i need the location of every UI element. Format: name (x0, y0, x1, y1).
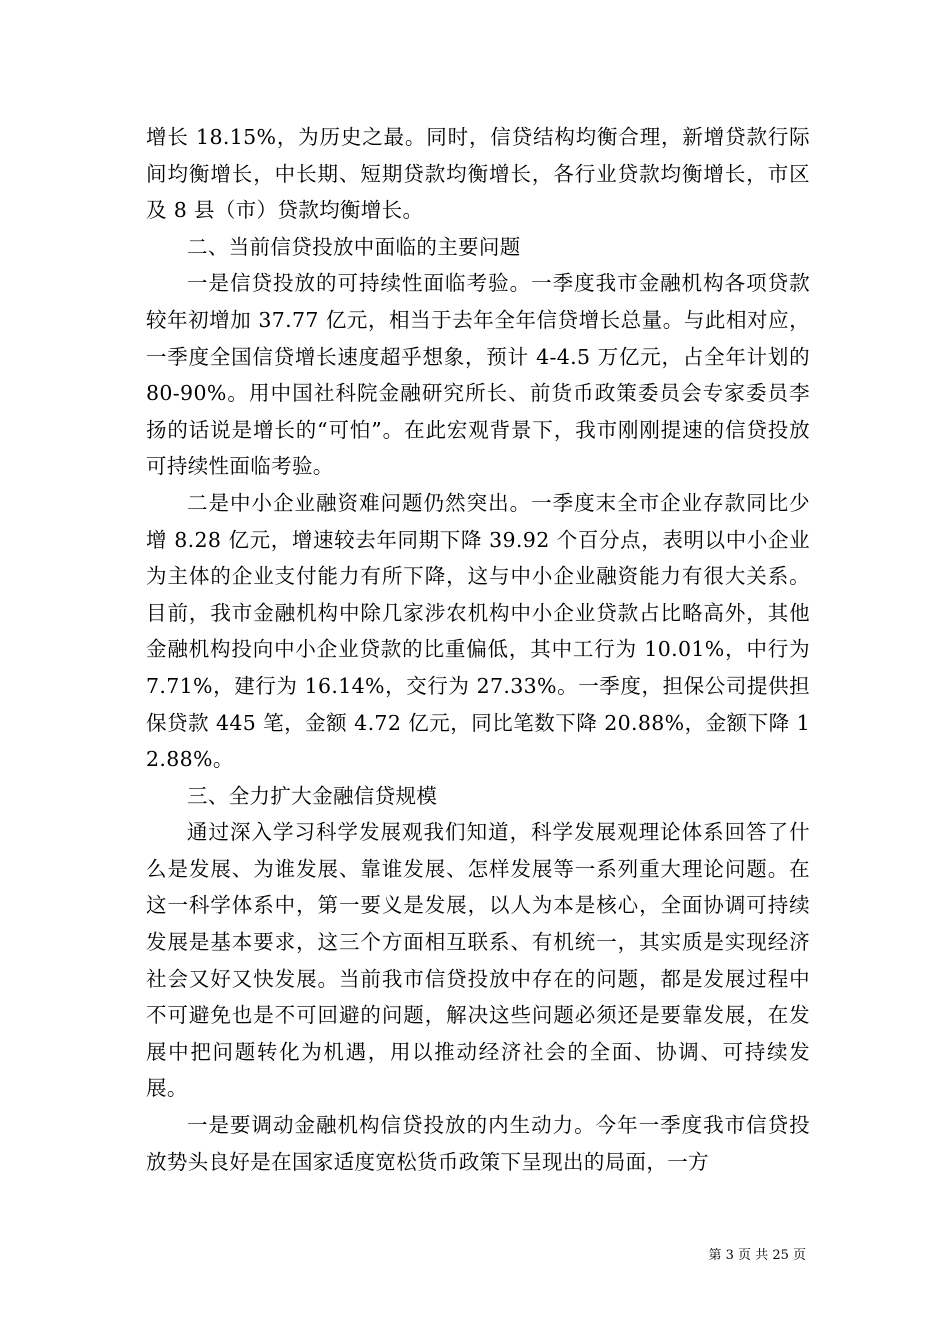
paragraph-credit-sustainability: 一是信贷投放的可持续性面临考验。一季度我市金融机构各项贷款较年初增加 37.77 亿元，相当于去年全年信贷增长总量。与此相对应，一季度全国信贷增长速度超乎想象，预计 4-4.5 万亿元，占全年计划的 80-90%。用中国社科院金融研究所长、前货币政策委员会专家委员李扬的话说是增长的“可怕”。在此宏观背景下，我市刚刚提速的信贷投放可持续性面临考验。 (146, 271, 810, 479)
document-body (146, 119, 810, 1180)
paragraph-loan-growth-continuation: 增长 18.15%，为历史之最。同时，信贷结构均衡合理，新增贷款行际间均衡增长，中长期、短期贷款均衡增长，各行业贷款均衡增长，市区及 8 县（市）贷款均衡增长。 (146, 125, 810, 223)
section-heading-main-problems: 二、当前信贷投放中面临的主要问题 (187, 234, 521, 259)
paragraph-sme-financing: 二是中小企业融资难问题仍然突出。一季度末全市企业存款同比少增 8.28 亿元，增速较去年同期下降 39.92 个百分点，表明以中小企业为主体的企业支付能力有所下降，这与中小企业融资能力有很大关系。目前，我市金融机构中除几家涉农机构中小企业贷款占比略高外，其他金融机构投向中小企业贷款的比重偏低，其中工行为 10.01%，中行为 7.71%，建行为 16.14%，交行为 27.33%。一季度，担保公司提供担保贷款 445 笔，金额 4.72 亿元，同比笔数下降 20.88%，金额下降 12.88%。 (146, 490, 810, 772)
section-heading-expand-credit: 三、全力扩大金融信贷规模 (187, 783, 438, 808)
paragraph-scientific-development: 通过深入学习科学发展观我们知道，科学发展观理论体系回答了什么是发展、为谁发展、靠谁发展、怎样发展等一系列重大理论问题。在这一科学体系中，第一要义是发展，以人为本是核心，全面协调可持续发展是基本要求，这三个方面相互联系、有机统一，其实质是实现经济社会又好又快发展。当前我市信贷投放中存在的问题，都是发展过程中不可避免也是不可回避的问题，解决这些问题必须还是要靠发展，在发展中把问题转化为机遇，用以推动经济社会的全面、协调、可持续发展。 (146, 820, 810, 1101)
page-number-footer: 第 3 页 共 25 页 (708, 1248, 806, 1263)
paragraph-internal-motivation: 一是要调动金融机构信贷投放的内生动力。今年一季度我市信贷投放势头良好是在国家适度宽松货币政策下呈现出的局面，一方 (146, 1113, 810, 1174)
